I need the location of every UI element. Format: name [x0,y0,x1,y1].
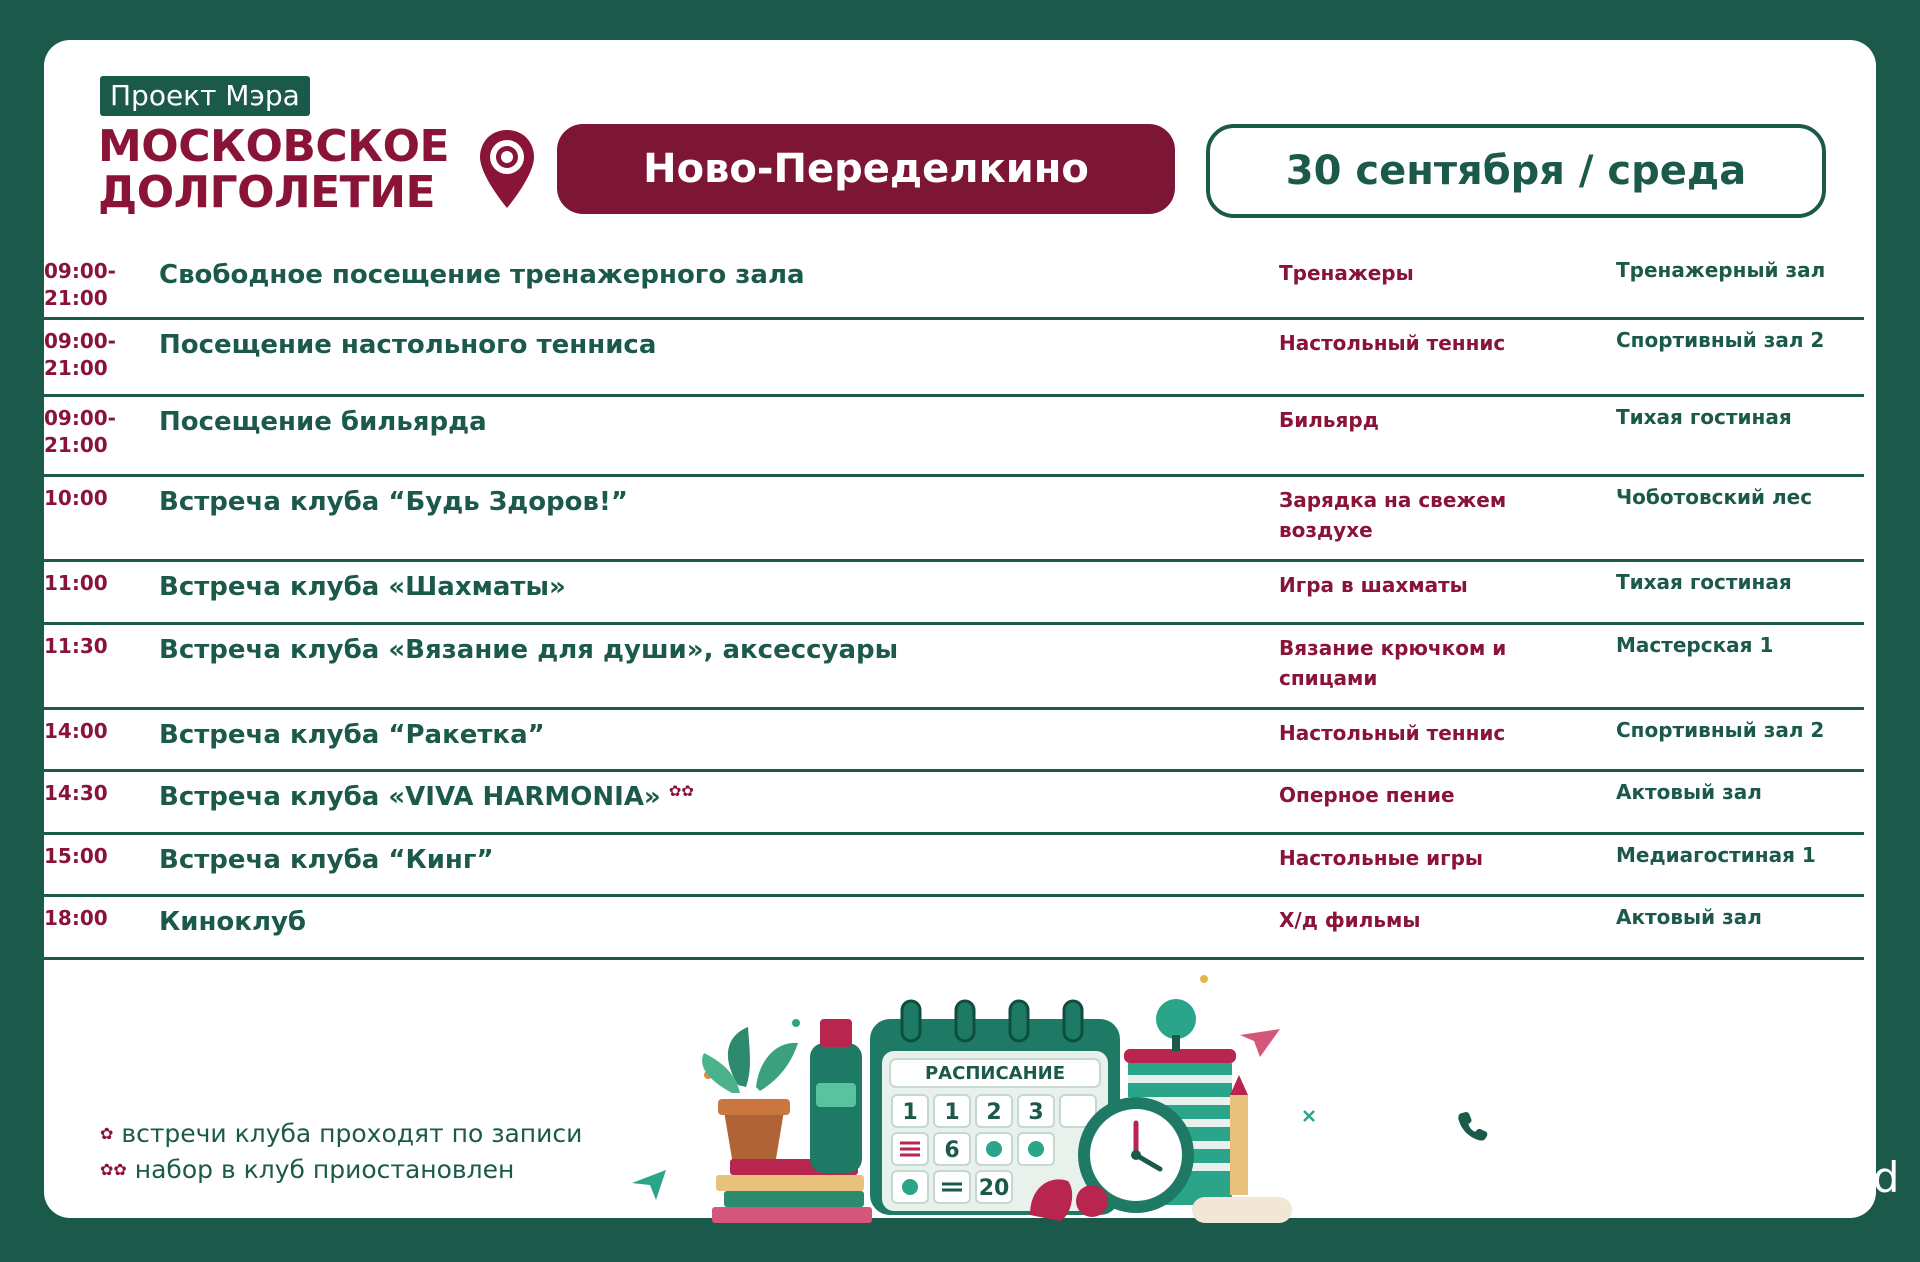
footnote-1-text: встречи клуба проходят по записи [113,1119,583,1148]
table-row [44,625,1864,710]
row-event: Встреча клуба “Кинг” [159,845,494,875]
brand-line-1: МОСКОВСКОЕ [98,121,450,172]
brand-logo [98,121,450,218]
row-category: Зарядка на свежем воздухе [1279,488,1507,542]
calendar-cell: 3 [1028,1100,1044,1125]
footnote-2 [100,1152,582,1188]
date-badge: 30 сентября / среда [1206,124,1826,218]
row-time: 14:00 [44,719,108,743]
phone-icon [1448,1099,1499,1151]
row-time: 09:00-21:00 [44,329,116,380]
footnote-2-mark: ✿✿ [100,1160,127,1179]
row-place: Тренажерный зал [1616,258,1826,282]
brand-line-2: ДОЛГОЛЕТИЕ [98,167,436,218]
calendar-cell: 1 [944,1100,960,1125]
row-event: Встреча клуба «Шахматы» [159,572,566,602]
row-time: 11:00 [44,571,108,595]
row-place: Тихая гостиная [1616,570,1792,594]
row-event: Посещение бильярда [159,407,487,437]
schedule-table [44,250,1864,960]
row-time: 09:00-21:00 [44,259,116,310]
row-category: Настольный теннис [1279,331,1506,355]
footnote-1 [100,1116,582,1152]
row-event: Встреча клуба “Ракетка” [159,720,545,750]
table-row [44,562,1864,625]
table-row [44,710,1864,772]
row-time: 18:00 [44,906,108,930]
row-time: 15:00 [44,844,108,868]
row-event: Посещение настольного тенниса [159,330,657,360]
row-time: 09:00-21:00 [44,406,116,457]
row-event: Встреча клуба «Вязание для души», аксессуары [159,635,899,665]
calendar-cell: 6 [944,1138,960,1163]
website-contact [1600,1150,1899,1204]
row-event [159,782,694,812]
row-time: 14:30 [44,781,108,805]
phone-number[interactable]: +7 (495) 870 44 44 [1516,1076,1866,1174]
row-place: Актовый зал [1616,780,1762,804]
table-row [44,397,1864,477]
footnote-2-text: набор в клуб приостановлен [126,1155,515,1184]
row-place: Мастерская 1 [1616,633,1774,657]
map-pin-icon [478,128,536,210]
row-place: Тихая гостиная [1616,405,1792,429]
row-event: Свободное посещение тренажерного зала [159,260,805,290]
globe-icon [1600,1150,1654,1204]
table-row [44,320,1864,397]
row-place: Чоботовский лес [1616,485,1813,509]
table-row [44,250,1864,320]
row-event: Киноклуб [159,907,307,937]
row-category: Игра в шахматы [1279,573,1468,597]
row-place: Актовый зал [1616,905,1762,929]
row-category: Вязание крючком и спицами [1279,636,1507,690]
table-row [44,772,1864,835]
table-row [44,897,1864,960]
row-time: 10:00 [44,486,108,510]
calendar-cell: 2 [986,1100,1002,1125]
footnotes [100,1116,582,1188]
row-event: Встреча клуба “Будь Здоров!” [159,487,628,517]
row-category: Бильярд [1279,408,1379,432]
table-row [44,477,1864,562]
row-category: Настольные игры [1279,846,1484,870]
row-place: Медиагостиная 1 [1616,843,1816,867]
schedule-illustration [620,975,1320,1230]
table-row [44,835,1864,897]
calendar-cell: 20 [978,1176,1010,1201]
row-category: Х/д фильмы [1279,908,1421,932]
calendar-title: РАСПИСАНИЕ [924,1063,1066,1084]
row-category: Тренажеры [1279,261,1414,285]
row-place: Спортивный зал 2 [1616,718,1825,742]
project-label: Проект Мэра [100,76,310,116]
row-category: Оперное пение [1279,783,1455,807]
footnote-1-mark: ✿ [100,1124,114,1143]
row-time: 11:30 [44,634,108,658]
calendar-cell: 1 [902,1100,918,1125]
row-category: Настольный теннис [1279,721,1506,745]
row-event-title: Встреча клуба «VIVA HARMONIA» [159,782,661,812]
website-link[interactable]: mos.ru/md [1672,1152,1900,1202]
row-place: Спортивный зал 2 [1616,328,1825,352]
club-closed-mark: ✿✿ [668,782,694,800]
district-badge: Ново-Переделкино [557,124,1175,214]
